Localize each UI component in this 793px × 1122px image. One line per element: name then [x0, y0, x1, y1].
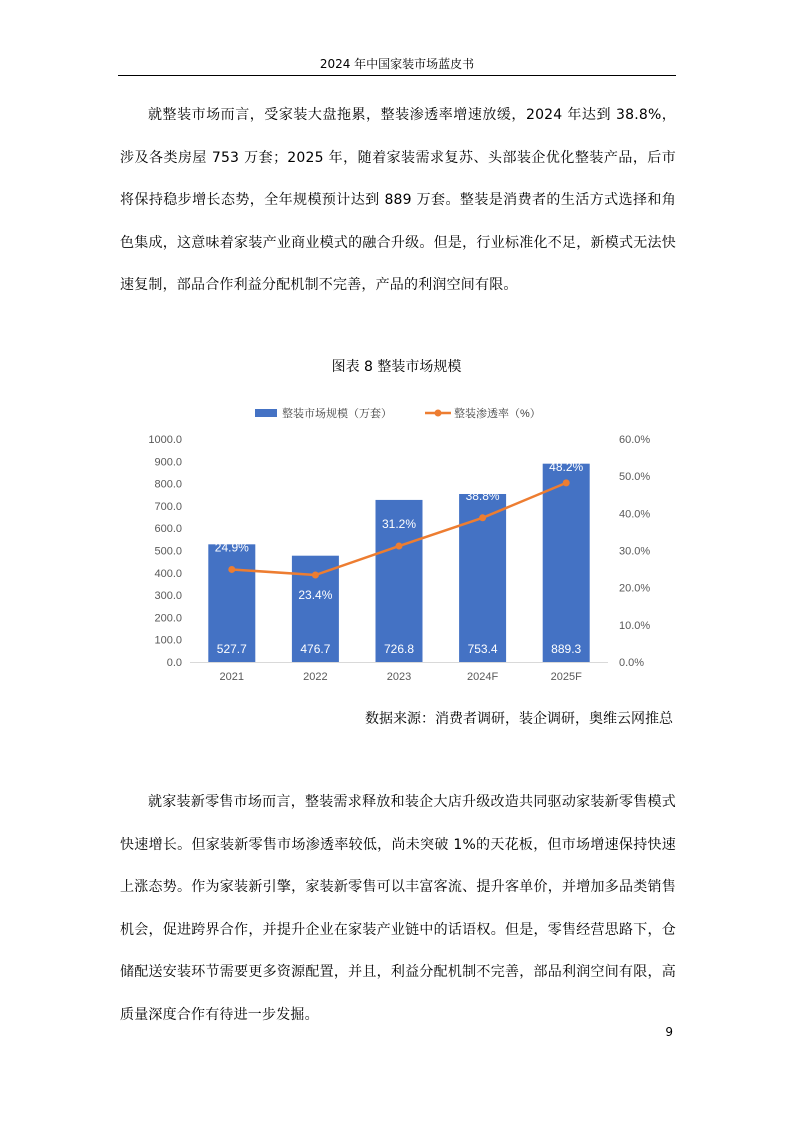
page-number: 9 [665, 1025, 673, 1039]
left-axis-tick-label: 400.0 [154, 567, 182, 580]
x-axis-tick-label: 2024F [466, 671, 499, 683]
line-value-label: 38.8% [465, 488, 500, 503]
line-value-label: 48.2% [549, 459, 584, 474]
left-axis-tick-label: 200.0 [154, 612, 182, 625]
right-axis-tick-label: 50.0% [619, 471, 651, 484]
line-point-2021 [228, 566, 235, 573]
header-divider [118, 75, 676, 76]
left-axis-tick-label: 300.0 [154, 590, 182, 603]
right-axis-tick-label: 40.0% [619, 508, 651, 521]
legend-swatch-bar [255, 409, 277, 417]
bar-value-label: 476.7 [300, 642, 331, 656]
left-axis-tick-label: 700.0 [154, 500, 182, 513]
line-value-label: 23.4% [298, 588, 333, 603]
legend-label-line: 整装渗透率（%） [454, 408, 541, 420]
left-axis-tick-label: 1000.0 [148, 434, 182, 446]
chart-legend [255, 406, 541, 420]
bar-value-label: 726.8 [383, 642, 415, 656]
left-axis-tick-label: 600.0 [154, 523, 182, 536]
line-point-2024F [479, 514, 486, 521]
left-axis-tick-label: 100.0 [154, 634, 182, 647]
paragraph-whole-house-market: 就整装市场而言，受家装大盘拖累，整装渗透率增速放缓，2024 年达到 38.8%，涉及各类房屋 753 万套；2025 年，随着家装需求复苏、头部装企优化整装产品，后市将保持稳步增长态势，全年规模预计达到 889 万套。整装是消费者的生活方式选择和角色集成，这意味着家装产业商业模式的融合升级。但是，行业标准化不足，新模式无法快速复制，部品合作利益分配机制不完善，产品的利润空间有限。 [120, 107, 676, 293]
paragraph-new-retail-market: 就家装新零售市场而言，整装需求释放和装企大店升级改造共同驱动家装新零售模式快速增长。但家装新零售市场渗透率较低，尚未突破 1%的天花板，但市场增速保持快速上涨态势。作为家装新引擎，家装新零售可以丰富客流、提升客单价，并增加多品类销售机会，促进跨界合作，并提升企业在家装产业链中的话语权。但是，零售经营思路下，仓储配送安装环节需要更多资源配置，并且，利益分配机制不完善，部品利润空间有限，高质量深度合作有待进一步发掘。 [120, 794, 676, 1023]
right-axis-tick-label: 20.0% [619, 582, 651, 595]
line-value-label: 24.9% [214, 540, 249, 555]
market-size-chart [140, 395, 660, 695]
x-axis-tick-label: 2021 [219, 671, 245, 683]
line-point-2022 [312, 572, 319, 579]
left-axis-tick-label: 0.0 [166, 657, 182, 669]
right-axis-tick-label: 60.0% [619, 434, 651, 446]
page-header: 2024 年中国家装市场蓝皮书 [319, 57, 475, 71]
left-axis-tick-label: 900.0 [154, 456, 182, 469]
x-axis-tick-label: 2022 [303, 671, 328, 683]
x-axis-tick-label: 2025F [550, 671, 582, 683]
line-point-2025F [563, 479, 570, 486]
x-axis-tick-label: 2023 [386, 671, 412, 683]
line-value-label: 31.2% [381, 517, 417, 532]
right-axis-tick-label: 30.0% [619, 545, 651, 558]
line-point-2023 [396, 543, 403, 550]
figure-caption: 图表 8 整装市场规模 [331, 359, 462, 375]
legend-label-bar: 整装市场规模（万套） [282, 408, 392, 420]
right-axis-tick-label: 10.0% [619, 619, 651, 632]
bar-value-label: 527.7 [216, 642, 247, 656]
right-axis-tick-label: 0.0% [619, 657, 645, 669]
left-axis-tick-label: 800.0 [154, 478, 182, 491]
bar-value-label: 889.3 [551, 642, 582, 656]
left-axis-tick-label: 500.0 [154, 545, 182, 558]
bar-value-label: 753.4 [467, 642, 498, 656]
legend-swatch-marker [435, 410, 442, 417]
data-source-note: 数据来源：消费者调研，装企调研，奥维云网推总 [365, 711, 673, 727]
bar-2025F [543, 464, 590, 662]
